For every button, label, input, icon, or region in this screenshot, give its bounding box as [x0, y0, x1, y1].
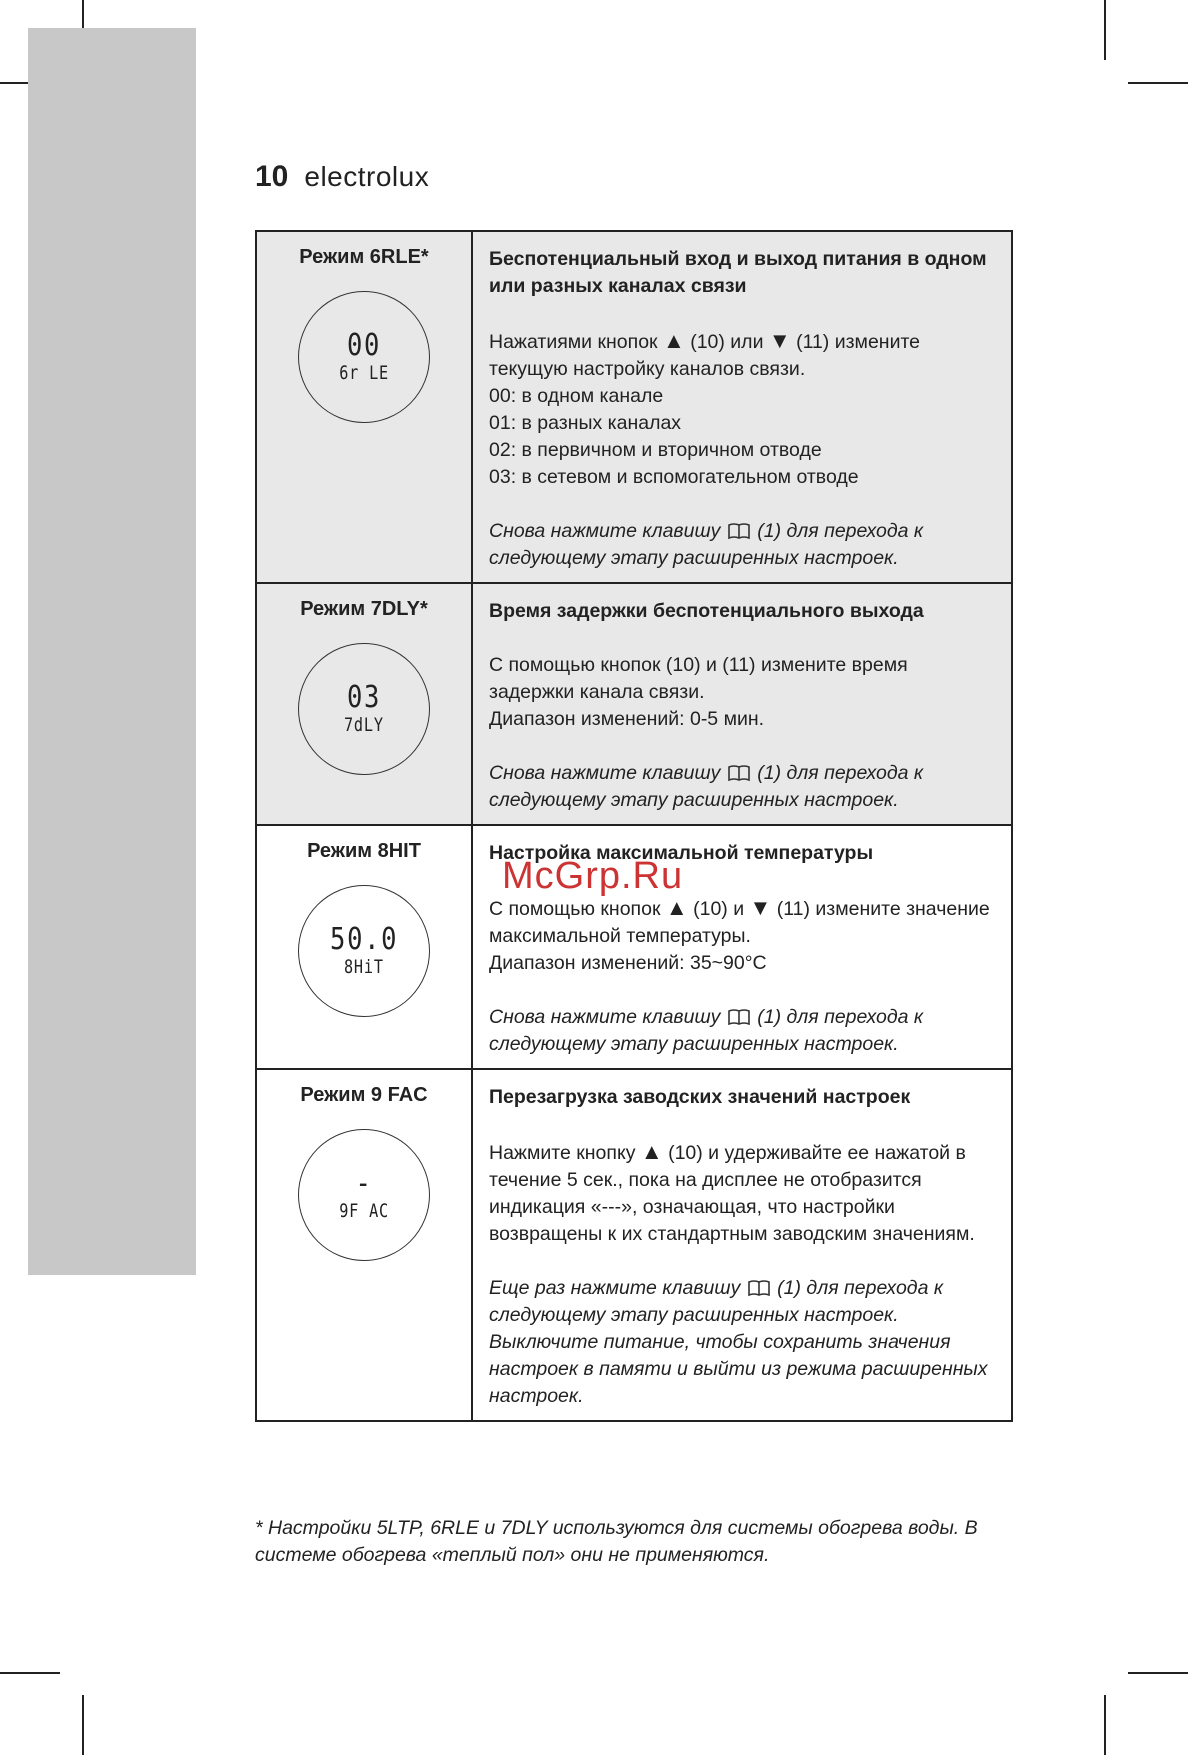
up-arrow-icon: ▲ [640, 1139, 663, 1164]
row-heading: Беспотенциальный вход и выход питания в одном или разных каналах связи [489, 248, 987, 297]
row-heading: Перезагрузка заводских значений настроек [489, 1086, 911, 1108]
option-item: 02: в первичном и вторичном отводе [489, 439, 822, 461]
lcd-label: 9F AC [339, 1200, 389, 1222]
instructions: Нажмите кнопку ▲ (10) и удерживайте ее нажатой в течение 5 сек., пока на дисплее не отобразится индикация «---», означающая, что настройки возвращены к их стандартным заводским значениям. [489, 1139, 975, 1245]
settings-table [255, 230, 1013, 1422]
lcd-label: 8HiT [344, 956, 384, 978]
table-row [256, 231, 1012, 583]
down-arrow-icon: ▼ [768, 328, 791, 353]
lcd-display [298, 885, 430, 1017]
lcd-display [298, 643, 430, 775]
instructions: Нажатиями кнопок ▲ (10) или ▼ (11) измените текущую настройку каналов связи. 00: в одном канале 01: в разных каналах 02: в первичном и вторичном отводе 03: в сетевом и вспомогательном отводе [489, 327, 997, 491]
mode-title: Режим 6RLE* [299, 246, 429, 268]
brand-name: electrolux [304, 161, 430, 192]
mode-title: Режим 9 FAC [300, 1084, 428, 1106]
description-cell [472, 231, 1012, 583]
page-number: 10 [255, 160, 289, 193]
next-step-note: Еще раз нажмите клавишу (1) для перехода к следующему этапу расширенных настроек. Выключите питание, чтобы сохранить значения настроек в памяти и выйти из режима расширенных настроек. [489, 1277, 988, 1407]
next-step-note: Снова нажмите клавишу (1) для перехода к следующему этапу расширенных настроек. [489, 762, 924, 811]
crop-mark [82, 1695, 84, 1755]
book-icon [748, 1279, 770, 1297]
crop-mark [1104, 0, 1106, 60]
mode-cell [256, 1069, 472, 1421]
book-icon [728, 764, 750, 782]
range-text: Диапазон изменений: 35~90°C [489, 952, 767, 974]
row-heading: Настройка максимальной температуры [489, 842, 874, 864]
down-arrow-icon: ▼ [749, 895, 772, 920]
mode-title: Режим 8HIT [307, 840, 421, 862]
description-cell [472, 583, 1012, 825]
lcd-display [298, 1129, 430, 1261]
lcd-value: - [355, 1166, 373, 1201]
next-step-note: Снова нажмите клавишу (1) для перехода к следующему этапу расширенных настроек. [489, 1006, 924, 1055]
footnote: * Настройки 5LTP, 6RLE и 7DLY используются для системы обогрева воды. В системе обогрева «теплый пол» они не применяются. [255, 1517, 978, 1566]
description-cell [472, 1069, 1012, 1421]
crop-mark [1104, 1695, 1106, 1755]
book-icon [728, 522, 750, 540]
mode-title: Режим 7DLY* [300, 598, 428, 620]
mode-cell [256, 231, 472, 583]
mode-cell [256, 583, 472, 825]
instructions: С помощью кнопок (10) и (11) измените время задержки канала связи. Диапазон изменений: 0-5 мин. [489, 652, 997, 733]
lcd-value: 00 [346, 328, 382, 363]
crop-mark [1128, 1672, 1188, 1674]
lcd-display [298, 291, 430, 423]
lcd-label: 7dLY [344, 714, 384, 736]
up-arrow-icon: ▲ [665, 895, 688, 920]
option-item: 03: в сетевом и вспомогательном отводе [489, 466, 859, 488]
watermark: McGrp.Ru [502, 855, 684, 897]
option-item: 01: в разных каналах [489, 412, 682, 434]
lcd-value: 50.0 [329, 922, 399, 957]
next-step-note: Снова нажмите клавишу (1) для перехода к следующему этапу расширенных настроек. [489, 520, 924, 569]
table-row [256, 583, 1012, 825]
book-icon [728, 1008, 750, 1026]
mode-cell [256, 825, 472, 1069]
side-band [28, 28, 196, 1275]
crop-mark [1128, 82, 1188, 84]
row-heading: Время задержки беспотенциального выхода [489, 600, 924, 622]
table-row [256, 1069, 1012, 1421]
option-item: 00: в одном канале [489, 385, 664, 407]
crop-mark [0, 1672, 60, 1674]
lcd-value: 03 [346, 680, 382, 715]
up-arrow-icon: ▲ [663, 328, 685, 353]
lcd-label: 6r LE [339, 362, 389, 384]
page-header [255, 160, 429, 194]
range-text: Диапазон изменений: 0-5 мин. [489, 708, 765, 730]
instructions: С помощью кнопок ▲ (10) и ▼ (11) измените значение максимальной температуры. Диапазон изменений: 35~90°C [489, 894, 997, 977]
